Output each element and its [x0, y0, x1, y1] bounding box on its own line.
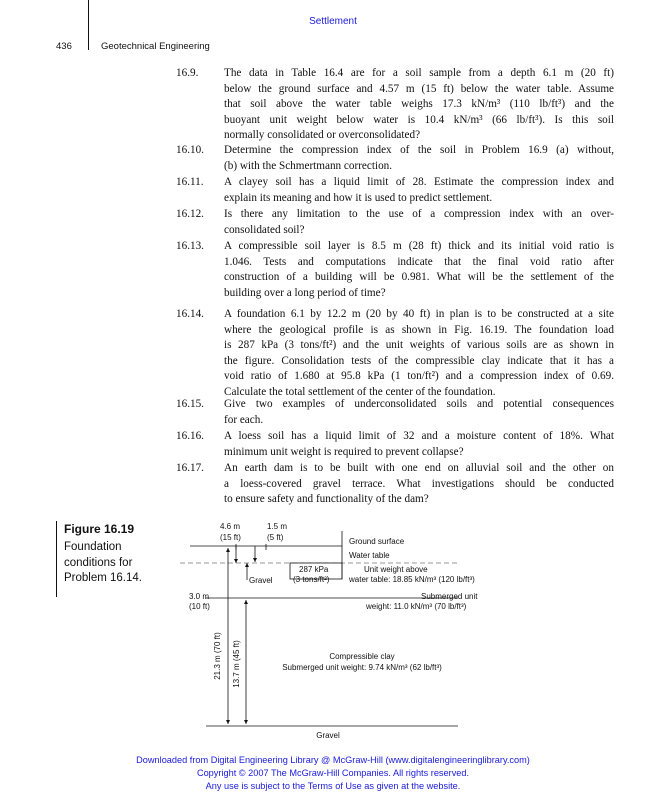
problem-line: that soil above the water table weighs 17.3 kN/m³ (110 lb/ft³) and the	[224, 98, 614, 111]
water-table-label: Water table	[349, 551, 390, 560]
problem-line: the figure. Consolidation tests of the compressible clay indicate that it has a	[224, 354, 614, 367]
problem-line: The data in Table 16.4 are for a soil sample from a depth 6.1 m (20 ft)	[224, 67, 614, 79]
problem-line: An earth dam is to be built with one end on alluvial soil and the other on	[224, 462, 614, 474]
load-value-label: 287 kPa	[299, 565, 329, 574]
gravel-bottom-label: Gravel	[316, 731, 340, 740]
clay-label-2: Submerged unit weight: 9.74 kN/m³ (62 lb/ft³)	[282, 663, 442, 672]
problem-number: 16.12.	[176, 208, 204, 220]
problem-line: to ensure safety and functionality of the dam?	[224, 493, 429, 506]
problem-line: Give two examples of underconsolidated soils and potential consequences	[224, 398, 614, 410]
ground-surface-label: Ground surface	[349, 537, 405, 546]
footer-line-3: Any use is subject to the Terms of Use as given at the website.	[205, 781, 461, 791]
problem-line: minimum unit weight is required to prevent collapse?	[224, 445, 464, 458]
problem-line: building over a long period of time?	[224, 286, 386, 299]
running-title: Settlement	[309, 16, 357, 27]
unit-weight-above-label-1: Unit weight above	[364, 565, 428, 574]
problem-line: a loess-covered gravel terrace. What investigations should be conducted	[224, 477, 614, 490]
gravel-label: Gravel	[249, 576, 273, 585]
problem-line: void ratio of 1.680 at 95.8 kPa (1 ton/ft²) and a compression index of 0.69.	[224, 370, 614, 383]
problem-number: 16.17.	[176, 462, 204, 474]
problem-line: (b) with the Schmertmann correction.	[224, 159, 393, 172]
problem-line: construction of a building will be 0.981. What will be the settlement of the	[224, 271, 614, 284]
problem-line: Is there any limitation to the use of a compression index with an over-	[224, 208, 614, 220]
unit-weight-above-label-2: water table: 18.85 kN/m³ (120 lb/ft³)	[349, 575, 475, 584]
dim-label-1-5m-ft: (5 ft)	[267, 533, 284, 542]
problem-line: Determine the compression index of the soil in Problem 16.9 (a) without,	[224, 144, 614, 156]
dim-label-3-0m: 3.0 m	[189, 592, 210, 601]
dim-label-3-0m-ft: (10 ft)	[189, 602, 210, 611]
problem-line: A clayey soil has a liquid limit of 28. Estimate the compression index and	[224, 176, 614, 188]
dim-label-4-6m-ft: (15 ft)	[220, 533, 241, 542]
problem-line: where the geological profile is as shown in Fig. 16.19. The foundation load	[224, 323, 614, 336]
problem-line: explain its meaning and how it is used to predict settlement.	[224, 191, 493, 204]
dim-label-13-7m: 13.7 m (45 ft)	[232, 640, 241, 688]
page-number: 436	[56, 41, 72, 52]
problem-line: normally consolidated or overconsolidated?	[224, 129, 421, 142]
problem-line: A foundation 6.1 by 12.2 m (20 by 40 ft) in plan is to be constructed at a site	[224, 308, 614, 320]
problem-line: buoyant unit weight below water is 10.4 kN/m³ (66 lb/ft³). Is this soil	[224, 113, 614, 126]
dim-label-1-5m: 1.5 m	[267, 522, 288, 531]
problem-line: A compressible soil layer is 8.5 m (28 ft) thick and its initial void ratio is	[224, 240, 614, 252]
problem-line: consolidated soil?	[224, 223, 305, 236]
problem-line: 1.046. Tests and computations indicate that the final void ratio after	[224, 255, 614, 268]
figure-caption: Foundation conditions for Problem 16.14.	[64, 541, 142, 584]
problem-number: 16.14.	[176, 308, 204, 320]
submerged-label-1: Submerged unit	[421, 592, 478, 601]
footer-line-1: Downloaded from Digital Engineering Library @ McGraw-Hill (www.digitalengineeringlibrary.com)	[136, 755, 530, 765]
figure-label: Figure 16.19	[64, 522, 135, 536]
problem-number: 16.10.	[176, 144, 204, 156]
problem-number: 16.13.	[176, 240, 204, 252]
problem-number: 16.9.	[176, 67, 199, 79]
problem-line: Calculate the total settlement of the center of the foundation.	[224, 385, 496, 398]
problem-line: for each.	[224, 413, 264, 426]
clay-label-1: Compressible clay	[329, 652, 395, 661]
problem-number: 16.15.	[176, 398, 204, 410]
problem-number: 16.16.	[176, 430, 204, 442]
load-value-ft-label: (3 tons/ft²)	[293, 575, 330, 584]
problem-line: below the ground surface and 4.57 m (15 ft) below the water table. Assume	[224, 82, 614, 95]
problem-number: 16.11.	[176, 176, 204, 188]
submerged-label-2: weight: 11.0 kN/m³ (70 lb/ft³)	[366, 602, 467, 611]
footer-line-2: Copyright © 2007 The McGraw-Hill Companies. All rights reserved.	[196, 768, 470, 778]
dim-label-4-6m: 4.6 m	[220, 522, 241, 531]
dim-label-21-3m: 21.3 m (70 ft)	[213, 632, 222, 680]
problem-line: A loess soil has a liquid limit of 32 and a moisture content of 18%. What	[224, 430, 614, 442]
problem-line: is 287 kPa (3 tons/ft²) and the unit weights of various soils are as shown in	[224, 339, 614, 352]
book-title: Geotechnical Engineering	[101, 41, 210, 52]
